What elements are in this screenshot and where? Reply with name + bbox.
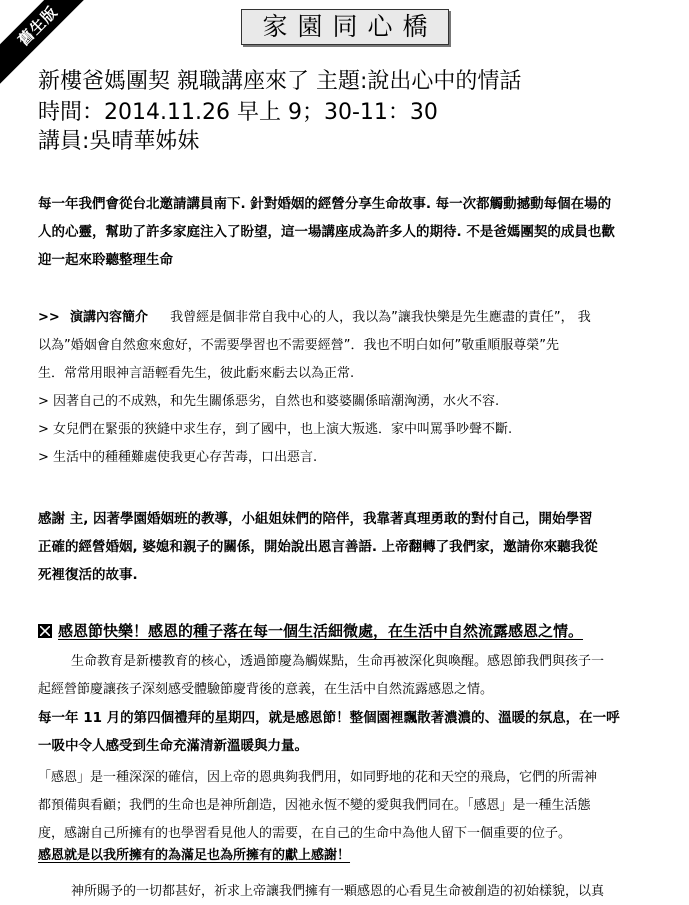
summary-bullet: > 女兒們在緊張的狹縫中求生存，到了國中，也上演大叛逃．家中叫罵爭吵聲不斷.	[38, 422, 513, 437]
summary-bullet: > 生活中的種種難處使我更心存苦毒，口出惡言.	[38, 450, 318, 465]
testimony-paragraph	[38, 505, 662, 589]
testimony-line: 正確的經營婚姻, 婆媳和親子的關係，開始說出恩言善語. 上帝翻轉了我們家，邀請你來聽我從	[38, 539, 598, 555]
thanksgiving-paragraph-5: 神所賜予的一切都甚好，祈求上帝讓我們擁有一顆感恩的心看見生命被創造的初始樣貌，以真	[38, 884, 605, 899]
summary-line: 生．常常用眼神言語輕看先生，彼此虧來虧去以為正常.	[38, 366, 355, 381]
thanksgiving-line: 起經營節慶讓孩子深刻感受體驗節慶背後的意義，在生活中自然流露感恩之情。	[38, 682, 494, 697]
thanksgiving-line: 一吸中令人感受到生命充滿清新溫暖與力量。	[38, 738, 308, 754]
testimony-line: 死裡復活的故事.	[38, 567, 138, 583]
summary-first-line	[38, 304, 662, 332]
thanksgiving-line: 每一年 11 月的第四個禮拜的星期四，就是感恩節！整個園裡飄散著濃濃的、溫暖的氛息，在一呼	[38, 710, 620, 726]
intro-line: 每一年我們會從台北邀請講員南下. 針對婚姻的經營分享生命故事. 每一次都觸動撼動每個在場的	[38, 196, 612, 212]
thanksgiving-paragraph-3	[38, 764, 668, 848]
header-topic-line: 新樓爸媽團契 親職講座來了 主題:說出心中的情話	[38, 69, 522, 94]
header-speaker-line: 講員:吳晴華姊妹	[38, 129, 200, 154]
intro-line: 迎一起來聆聽整理生命	[38, 252, 173, 268]
thanksgiving-paragraph-1	[38, 648, 668, 704]
checkbox-x-icon	[38, 624, 52, 638]
summary-line-text: 我曾經是個非常自我中心的人，我以為”讓我快樂是先生應盡的責任”， 我	[170, 310, 591, 325]
thanksgiving-line: 「感恩」是一種深深的確信，因上帝的恩典夠我們用，如同野地的花和天空的飛鳥，它們的所需神	[38, 770, 598, 785]
masthead-title: 家園同心橋	[241, 9, 449, 45]
thanksgiving-paragraph-2	[38, 704, 668, 760]
header-time-line: 時間：2014.11.26 早上 9；30-11：30	[38, 100, 438, 125]
summary-line: 以為”婚姻會自然愈來愈好，不需要學習也不需要經營”．我也不明白如何”敬重順服尊榮”先	[38, 338, 559, 353]
thanksgiving-line: 度，感謝自己所擁有的也學習看見他人的需要，在自己的生命中為他人留下一個重要的位子。	[38, 826, 572, 841]
summary-section	[38, 304, 662, 472]
version-badge: 舊生版	[0, 0, 97, 85]
thanksgiving-title-text: 感恩節快樂！感恩的種子落在每一個生活細微處，在生活中自然流露感恩之情。	[58, 622, 584, 640]
intro-line: 人的心靈，幫助了許多家庭注入了盼望，這一場講座成為許多人的期待. 不是爸媽團契的成員也歡	[38, 224, 615, 240]
thanksgiving-emphasis: 感恩就是以我所擁有的為滿足也為所擁有的獻上感謝！	[38, 848, 351, 863]
summary-heading: 演講內容簡介	[69, 310, 148, 325]
thanksgiving-line: 都預備與看顧；我們的生命也是神所創造，因祂永恆不變的愛與我們同在。「感恩」是一種生活態	[38, 798, 591, 813]
thanksgiving-line: 生命教育是新樓教育的核心，透過節慶為觸媒點，生命再被深化與喚醒。感恩節我們與孩子一	[38, 654, 605, 669]
summary-bullet: > 因著自己的不成熟，和先生關係惡劣，自然也和婆婆關係暗潮洶湧，水火不容.	[38, 394, 500, 409]
testimony-line: 感謝 主, 因著學園婚姻班的教導，小組姐妹們的陪伴，我靠著真理勇敢的對付自己，開始學習	[38, 511, 593, 527]
summary-marker: >>	[38, 310, 60, 325]
thanksgiving-section-title	[38, 619, 583, 643]
intro-paragraph	[38, 190, 662, 274]
